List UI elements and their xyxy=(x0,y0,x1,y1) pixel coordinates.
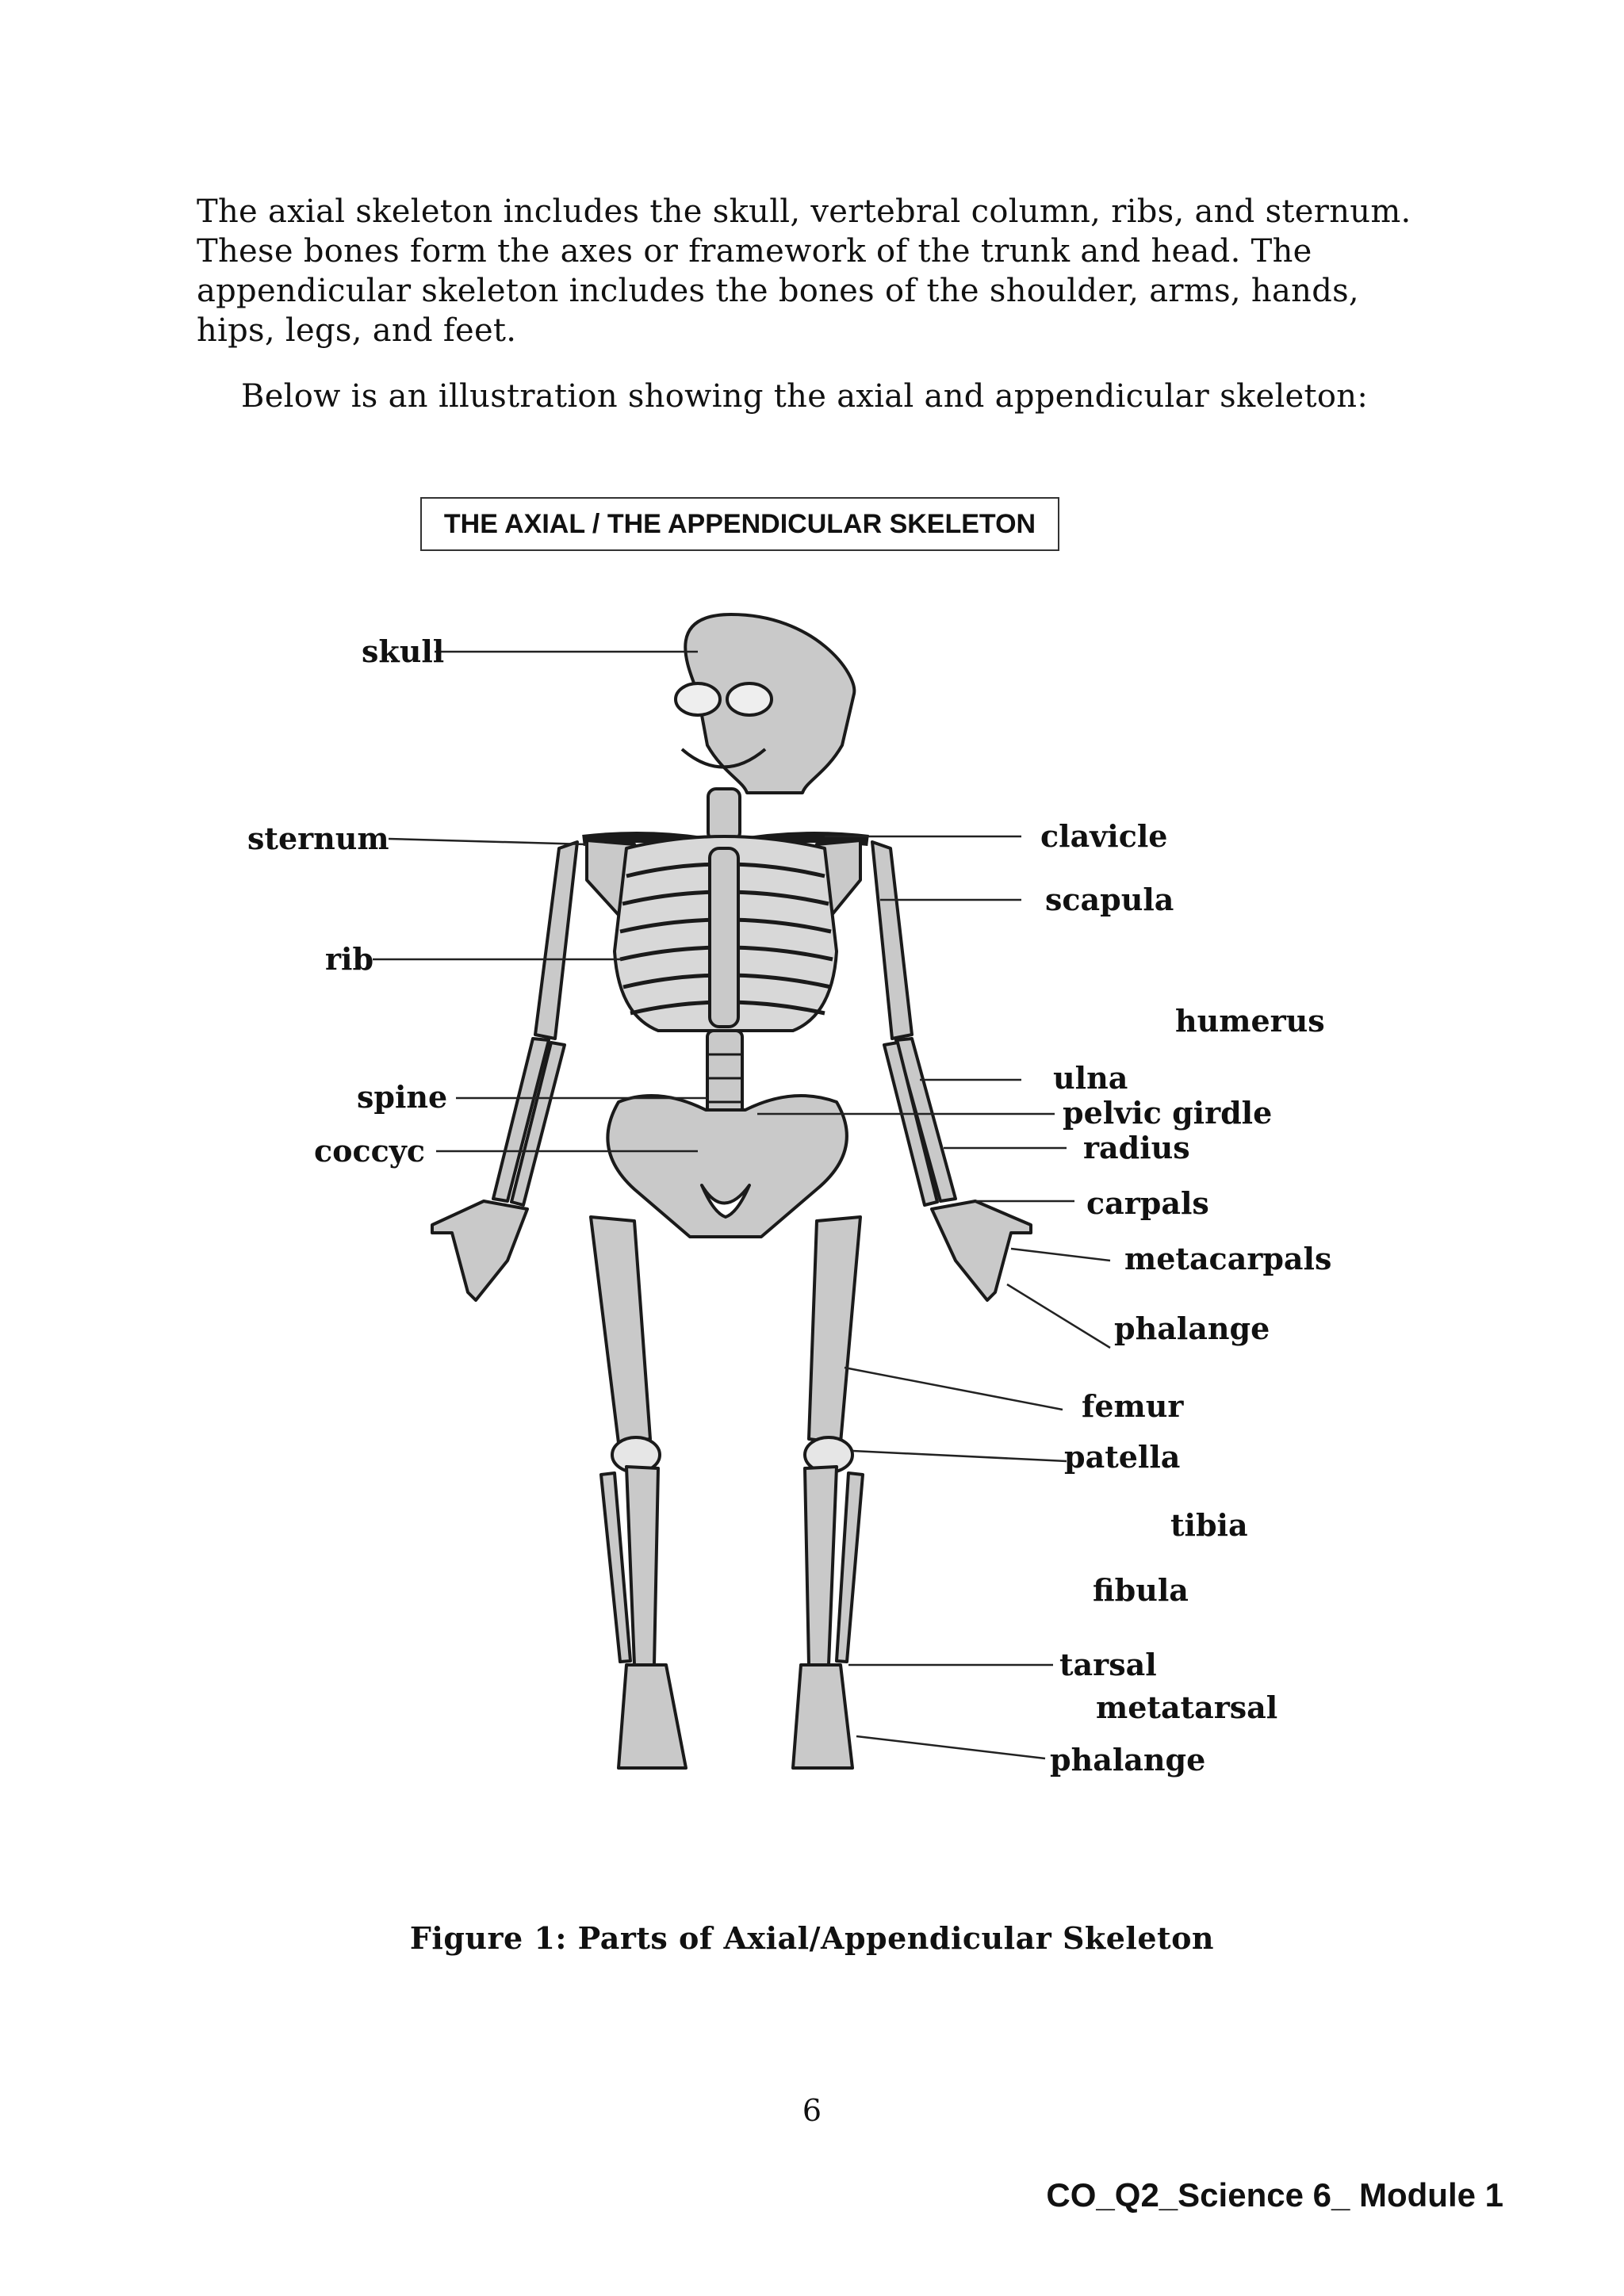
label-pelvic-girdle: pelvic girdle xyxy=(1063,1095,1273,1131)
leader-sternum xyxy=(389,839,587,844)
left-foot xyxy=(619,1665,686,1768)
label-tarsal: tarsal xyxy=(1059,1647,1157,1682)
label-radius: radius xyxy=(1083,1130,1190,1165)
label-femur: femur xyxy=(1082,1388,1184,1424)
right-femur xyxy=(809,1217,860,1443)
label-fibula: fibula xyxy=(1093,1572,1189,1608)
leader-metacarpals xyxy=(1011,1249,1110,1261)
intro-paragraph: The axial skeleton includes the skull, vertebral column, ribs, and sternum. These bones form the axes or framework of the trunk and head. The appendicular skeleton includes the bones of the shoulder, arms, hands, hips, legs, and feet. xyxy=(197,193,1411,349)
label-coccyc: coccyc xyxy=(314,1133,425,1169)
right-fibula xyxy=(837,1473,863,1662)
right-tibia xyxy=(805,1467,837,1665)
leader-femur xyxy=(845,1368,1063,1410)
right-eye-socket xyxy=(727,683,772,715)
label-carpals: carpals xyxy=(1086,1185,1209,1221)
label-patella: patella xyxy=(1064,1439,1181,1475)
label-phalange-hand: phalange xyxy=(1114,1311,1270,1346)
label-rib: rib xyxy=(325,941,374,977)
label-spine: spine xyxy=(357,1079,448,1115)
left-eye-socket xyxy=(676,683,720,715)
label-metacarpals: metacarpals xyxy=(1124,1241,1332,1276)
label-humerus: humerus xyxy=(1175,1003,1325,1039)
page-number: 6 xyxy=(802,2093,822,2128)
left-hand xyxy=(432,1201,527,1300)
left-tibia xyxy=(626,1467,658,1665)
label-skull: skull xyxy=(362,633,445,669)
figure-title: THE AXIAL / THE APPENDICULAR SKELETON xyxy=(420,497,1059,551)
label-tibia: tibia xyxy=(1170,1507,1248,1543)
label-clavicle: clavicle xyxy=(1040,818,1168,854)
label-sternum: sternum xyxy=(247,821,389,856)
label-phalange-foot: phalange xyxy=(1050,1742,1206,1777)
neck-vertebrae xyxy=(708,789,740,840)
leader-phalange-hand xyxy=(1007,1284,1110,1348)
right-hand xyxy=(932,1201,1031,1300)
label-ulna: ulna xyxy=(1053,1060,1128,1096)
leader-phalange-foot xyxy=(856,1736,1045,1758)
left-femur xyxy=(591,1217,650,1443)
left-humerus xyxy=(535,842,577,1039)
sternum-bone xyxy=(710,848,738,1027)
right-humerus xyxy=(872,842,912,1039)
module-footer: CO_Q2_Science 6_ Module 1 xyxy=(1046,2176,1503,2214)
leader-patella xyxy=(852,1451,1067,1461)
right-foot xyxy=(793,1665,852,1768)
illustration-intro: Below is an illustration showing the axial and appendicular skeleton: xyxy=(241,378,1369,415)
figure-caption: Figure 1: Parts of Axial/Appendicular Skeleton xyxy=(409,1920,1215,1956)
left-fibula xyxy=(601,1473,630,1662)
label-scapula: scapula xyxy=(1045,882,1174,917)
label-metatarsal: metatarsal xyxy=(1096,1689,1278,1725)
